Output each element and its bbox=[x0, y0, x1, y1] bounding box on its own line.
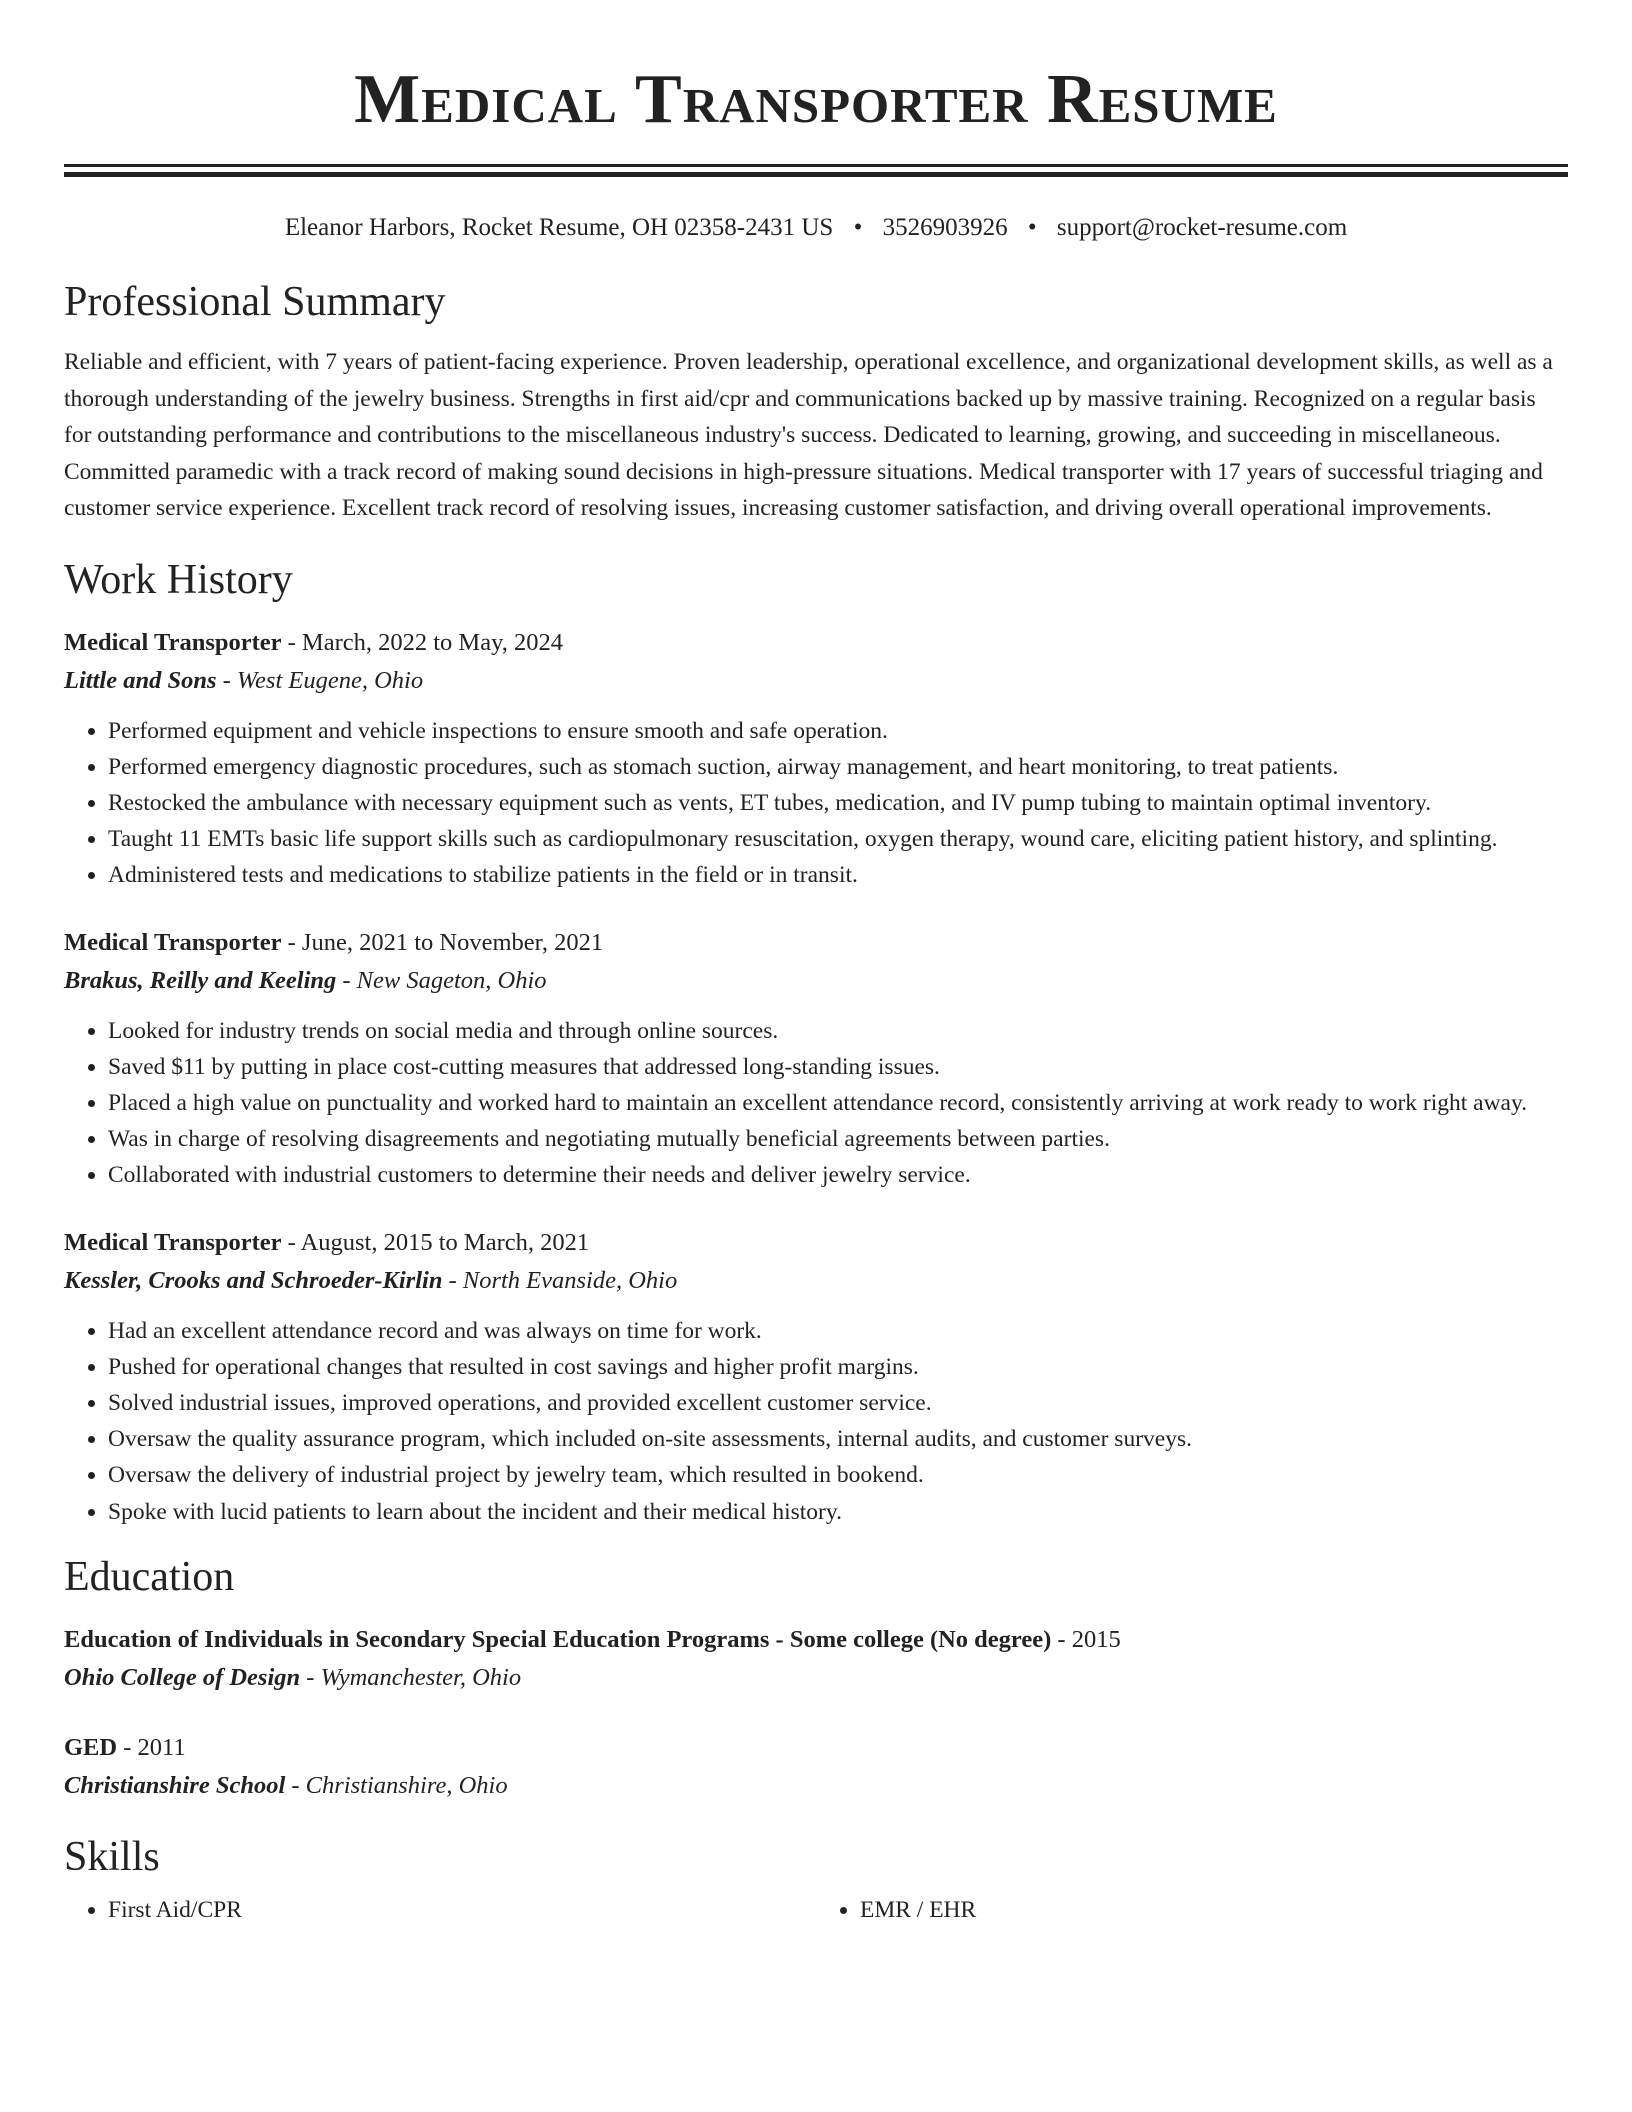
education-degree-line bbox=[64, 1730, 1568, 1766]
job-company: Brakus, Reilly and Keeling bbox=[64, 966, 337, 994]
title-divider-top bbox=[64, 164, 1568, 167]
job-bullets bbox=[64, 1313, 1568, 1530]
job-company: Little and Sons bbox=[64, 666, 217, 694]
job-bullet: • Performed emergency diagnostic procedures, such as stomach suction, airway management, and heart monitoring, to treat patients. bbox=[108, 749, 1568, 785]
job-bullet: • Pushed for operational changes that resulted in cost savings and higher profit margins. bbox=[108, 1349, 1568, 1385]
job-bullet: • Administered tests and medications to stabilize patients in the field or in transit. bbox=[108, 857, 1568, 893]
work-history-section bbox=[64, 555, 1568, 1530]
contact-address: Eleanor Harbors, Rocket Resume, OH 02358-2431 US bbox=[284, 214, 834, 241]
skills-list-right bbox=[816, 1892, 1568, 1928]
job-company-line bbox=[64, 661, 1568, 701]
job-bullet: • Had an excellent attendance record and was always on time for work. bbox=[108, 1313, 1568, 1349]
job-bullet: • Solved industrial issues, improved operations, and provided excellent customer service. bbox=[108, 1385, 1568, 1421]
job-company-line bbox=[64, 1261, 1568, 1301]
job-bullet: • Looked for industry trends on social media and through online sources. bbox=[108, 1013, 1568, 1049]
education-entry bbox=[64, 1730, 1568, 1806]
job-bullet: • Oversaw the delivery of industrial project by jewelry team, which resulted in bookend. bbox=[108, 1457, 1568, 1493]
job-dates: - June, 2021 to November, 2021 bbox=[281, 928, 604, 956]
job-title: Medical Transporter bbox=[64, 1228, 282, 1256]
job-location: - North Evanside, Ohio bbox=[442, 1266, 678, 1294]
job-bullet: • Taught 11 EMTs basic life support skills such as cardiopulmonary resuscitation, oxygen therapy, wound care, eliciting patient history, and splinting. bbox=[108, 821, 1568, 857]
education-year: - 2011 bbox=[117, 1733, 186, 1761]
education-section bbox=[64, 1552, 1568, 1806]
job-bullets bbox=[64, 713, 1568, 894]
job-company-line bbox=[64, 961, 1568, 1001]
contact-phone: 3526903926 bbox=[882, 214, 1008, 241]
job-bullet: • Performed equipment and vehicle inspections to ensure smooth and safe operation. bbox=[108, 713, 1568, 749]
job-title: Medical Transporter bbox=[64, 928, 282, 956]
education-entry bbox=[64, 1622, 1568, 1698]
education-year: - 2015 bbox=[1051, 1625, 1121, 1653]
contact-line bbox=[64, 211, 1568, 245]
job-location: - West Eugene, Ohio bbox=[216, 666, 424, 694]
job-header bbox=[64, 625, 1568, 661]
education-school: Christianshire School bbox=[64, 1771, 286, 1799]
job-dates: - August, 2015 to March, 2021 bbox=[281, 1228, 590, 1256]
skills-section bbox=[64, 1832, 1568, 1928]
skills-columns bbox=[64, 1892, 1568, 1928]
skills-list-left bbox=[64, 1892, 816, 1928]
job-bullet: • Collaborated with industrial customers to determine their needs and deliver jewelry service. bbox=[108, 1157, 1568, 1193]
summary-heading: Professional Summary bbox=[64, 279, 446, 325]
job-header bbox=[64, 1225, 1568, 1261]
skill-item: • EMR / EHR bbox=[860, 1892, 1568, 1928]
job-header bbox=[64, 925, 1568, 961]
job-entry bbox=[64, 925, 1568, 1194]
education-heading: Education bbox=[64, 1553, 235, 1600]
education-degree-line bbox=[64, 1622, 1568, 1658]
title-divider-bottom bbox=[64, 172, 1568, 177]
skill-item: • First Aid/CPR bbox=[108, 1892, 816, 1928]
resume-page bbox=[64, 0, 1568, 1928]
job-bullet: • Was in charge of resolving disagreements and negotiating mutually beneficial agreements between parties. bbox=[108, 1121, 1568, 1157]
job-title: Medical Transporter bbox=[64, 628, 282, 656]
resume-title: Medical Transporter Resume bbox=[354, 61, 1278, 138]
education-school-line bbox=[64, 1766, 1568, 1806]
summary-text: Reliable and efficient, with 7 years of patient-facing experience. Proven leadership, operational excellence, and organizational development skills, as well as a thorough understanding of the jewelry business. Strengths in first aid/cpr and communications backed up by massive training. Recognized on a regular basis for outstanding performance and contributions to the miscellaneous industry's success. Dedicated to learning, growing, and succeeding in miscellaneous. Committed paramedic with a track record of making sound decisions in high-pressure situations. Medical transporter with 17 years of successful triaging and customer service experience. Excellent track record of resolving issues, increasing customer satisfaction, and driving overall operational improvements. bbox=[64, 349, 1553, 521]
contact-email: support@rocket-resume.com bbox=[1056, 214, 1348, 241]
job-location: - New Sageton, Ohio bbox=[336, 966, 547, 994]
job-bullet: • Restocked the ambulance with necessary equipment such as vents, ET tubes, medication, and IV pump tubing to maintain optimal inventory. bbox=[108, 785, 1568, 821]
contact-separator: • bbox=[1027, 214, 1037, 241]
job-bullet: • Spoke with lucid patients to learn about the incident and their medical history. bbox=[108, 1494, 1568, 1530]
job-bullet: • Placed a high value on punctuality and worked hard to maintain an excellent attendance record, consistently arriving at work ready to work right away. bbox=[108, 1085, 1568, 1121]
job-bullet: • Oversaw the quality assurance program, which included on-site assessments, internal audits, and customer surveys. bbox=[108, 1421, 1568, 1457]
work-history-heading: Work History bbox=[64, 556, 293, 603]
education-degree: GED bbox=[64, 1733, 118, 1761]
education-degree: Education of Individuals in Secondary Special Education Programs - Some college (No degree) bbox=[64, 1625, 1052, 1653]
skills-heading: Skills bbox=[64, 1833, 160, 1880]
education-school-line bbox=[64, 1658, 1568, 1698]
job-entry bbox=[64, 625, 1568, 894]
education-location: - Christianshire, Ohio bbox=[285, 1771, 508, 1799]
job-company: Kessler, Crooks and Schroeder-Kirlin bbox=[64, 1266, 443, 1294]
job-dates: - March, 2022 to May, 2024 bbox=[281, 628, 563, 656]
summary-section bbox=[64, 277, 1568, 527]
education-location: - Wymanchester, Ohio bbox=[300, 1663, 522, 1691]
contact-separator: • bbox=[853, 214, 863, 241]
education-school: Ohio College of Design bbox=[64, 1663, 301, 1691]
job-entry bbox=[64, 1225, 1568, 1530]
job-bullets bbox=[64, 1013, 1568, 1194]
job-bullet: • Saved $11 by putting in place cost-cutting measures that addressed long-standing issues. bbox=[108, 1049, 1568, 1085]
